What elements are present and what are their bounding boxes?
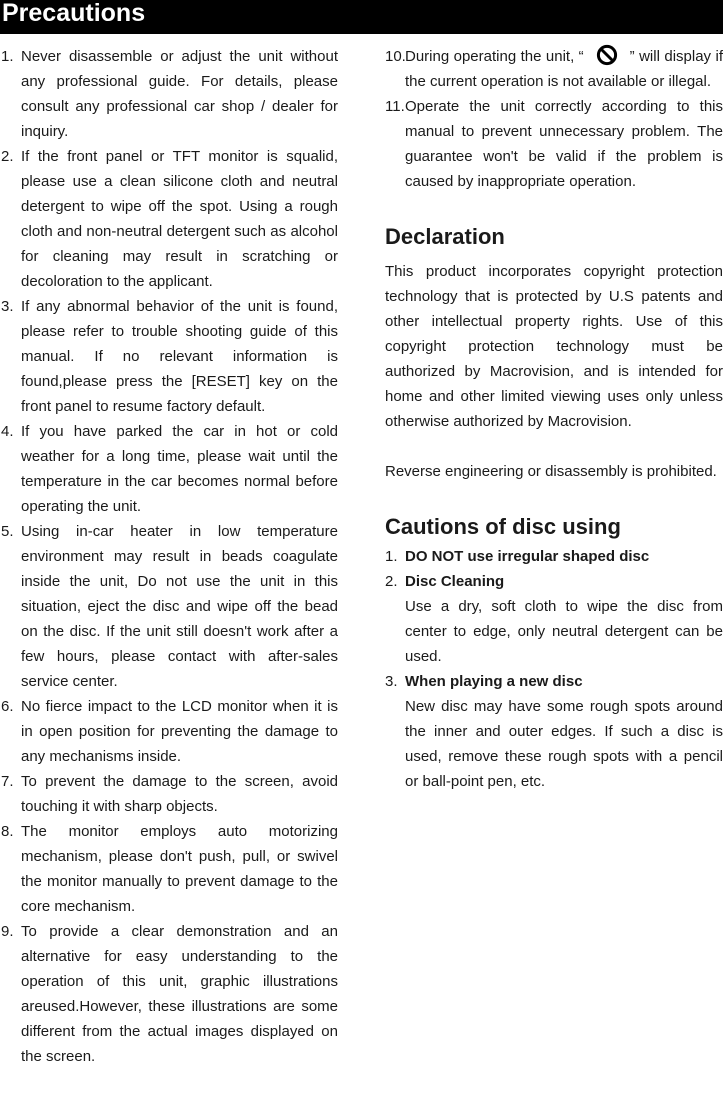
item-number: 4. — [1, 423, 14, 440]
caution-title: Disc Cleaning — [405, 573, 505, 590]
caution-content — [405, 669, 723, 794]
declaration-paragraph: This product incorporates copyright protection technology that is protected by U.S patents and other intellectual property rights. Use of this copyright protection technology must be authorized by Macrovision, and is intended for home and other limited viewing uses only unless otherwise authorized by Macrovision. — [385, 263, 723, 430]
item-number: 8. — [1, 823, 14, 840]
item-text: Using in-car heater in low temperature environment may result in beads coagulate inside the unit, Do not use the unit in this situation, eject the disc and wipe off the bead on the disc. If the unit still doesn't work after a few hours, please contact with after-sales service center. — [21, 523, 338, 690]
item-text: The monitor employs auto motorizing mechanism, please don't push, pull, or swivel the monitor manually to prevent damage to the core mechanism. — [21, 823, 338, 915]
item-text: To prevent the damage to the screen, avoid touching it with sharp objects. — [21, 773, 338, 815]
item-text-after: ” will display if the current operation is not available or illegal. — [405, 48, 723, 90]
item-number: 10. — [385, 48, 406, 65]
caution-item — [385, 669, 723, 794]
item-text: If any abnormal behavior of the unit is found, please refer to trouble shooting guide of this manual. If no relevant information is found,please press the [RESET] key on the front panel to resume factory default. — [21, 298, 338, 415]
precautions-left-column — [1, 44, 338, 1069]
item-number: 5. — [1, 523, 14, 540]
precaution-item — [1, 769, 338, 819]
item-number: 9. — [1, 923, 14, 940]
item-number: 2. — [1, 148, 14, 165]
item-number: 2. — [385, 573, 398, 590]
precaution-item — [1, 919, 338, 1069]
precaution-item-10 — [385, 44, 723, 94]
caution-body: New disc may have some rough spots around the inner and outer edges. If such a disc is used, remove these rough spots with a pencil or ball-point pen, etc. — [405, 698, 723, 790]
item-text: No fierce impact to the LCD monitor when it is in open position for preventing the damage to any mechanisms inside. — [21, 698, 338, 765]
precaution-item — [1, 819, 338, 919]
page-title: Precautions — [2, 0, 146, 27]
item-number: 1. — [385, 548, 398, 565]
item-text: If you have parked the car in hot or cold weather for a long time, please wait until the temperature in the car becomes normal before operating the unit. — [21, 423, 338, 515]
caution-item — [385, 569, 723, 669]
caution-title: When playing a new disc — [405, 673, 583, 690]
caution-title: DO NOT use irregular shaped disc — [405, 548, 650, 565]
precaution-item — [1, 419, 338, 519]
item-number: 11. — [385, 98, 405, 115]
caution-content — [405, 569, 723, 669]
precaution-item-11 — [385, 94, 723, 194]
item-text: If the front panel or TFT monitor is squalid, please use a clean silicone cloth and neutral detergent to wipe off the spot. Using a rough cloth and non-neutral detergent such as alcohol for cleaning may result in scratching or decoloration to the applicant. — [21, 148, 338, 290]
item-text: To provide a clear demonstration and an alternative for easy understanding to the operation of this unit, graphic illustrations areused.However, these illustrations are some different from the actual images displayed on the screen. — [21, 923, 338, 1065]
precaution-item — [1, 519, 338, 694]
item-number: 6. — [1, 698, 14, 715]
precaution-item — [1, 44, 338, 144]
item-text: Never disassemble or adjust the unit without any professional guide. For details, please consult any professional car shop / dealer for inquiry. — [21, 48, 338, 140]
caution-content — [405, 544, 723, 569]
precaution-item — [1, 144, 338, 294]
item-number: 7. — [1, 773, 14, 790]
precaution-item — [1, 694, 338, 769]
cautions-heading: Cautions of disc using — [385, 514, 621, 539]
caution-body: Use a dry, soft cloth to wipe the disc from center to edge, only neutral detergent can be used. — [405, 598, 723, 665]
header-bar — [0, 0, 723, 34]
no-entry-icon — [596, 44, 618, 66]
precaution-item — [1, 294, 338, 419]
item-number: 3. — [385, 673, 398, 690]
item-text-before: During operating the unit, “ — [405, 48, 584, 65]
declaration-paragraph: Reverse engineering or disassembly is prohibited. — [385, 463, 717, 480]
right-column — [385, 44, 723, 794]
item-text: Operate the unit correctly according to this manual to prevent unnecessary problem. The guarantee won't be valid if the problem is caused by inappropriate operation. — [405, 98, 723, 190]
item-text — [405, 44, 723, 94]
declaration-heading: Declaration — [385, 224, 505, 249]
caution-item — [385, 544, 723, 569]
item-number: 1. — [1, 48, 14, 65]
item-number: 3. — [1, 298, 14, 315]
